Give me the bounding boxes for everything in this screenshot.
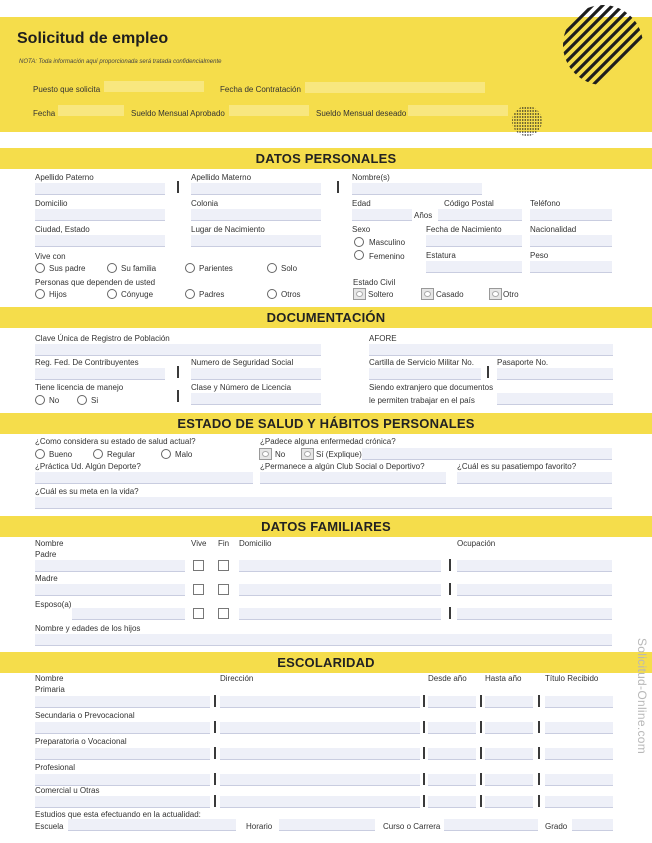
cartilla-label: Cartilla de Servicio Militar No. <box>369 358 474 367</box>
apellido-materno-label: Apellido Materno <box>191 173 252 182</box>
pasatiempo-input[interactable] <box>457 472 612 484</box>
soltero-label: Soltero <box>368 290 394 299</box>
fecha-contratacion-label: Fecha de Contratación <box>220 85 301 94</box>
grado-label: Grado <box>545 822 568 831</box>
rfc-label: Reg. Fed. De Contribuyentes <box>35 358 139 367</box>
divider <box>423 795 425 807</box>
otros-label: Otros <box>281 290 301 299</box>
secundaria-label: Secundaria o Prevocacional <box>35 711 135 720</box>
bueno-label: Bueno <box>49 450 73 459</box>
divider <box>480 795 482 807</box>
madre-fin-checkbox[interactable] <box>218 584 229 595</box>
ciudad-label: Ciudad, Estado <box>35 225 90 234</box>
divider <box>177 181 179 193</box>
solo-radio[interactable] <box>267 263 277 273</box>
clase-licencia-input[interactable] <box>191 393 321 405</box>
anios-label: Años <box>414 211 433 220</box>
profesional-desde-input[interactable] <box>428 774 476 786</box>
preparatoria-direccion-input[interactable] <box>220 748 420 760</box>
preparatoria-titulo-input[interactable] <box>545 748 613 760</box>
regular-label: Regular <box>107 450 136 459</box>
padre-ocupacion-input[interactable] <box>457 560 612 572</box>
extranjero-input[interactable] <box>497 393 613 405</box>
page-title: Solicitud de empleo <box>17 30 169 47</box>
puesto-label: Puesto que solicita <box>33 85 101 94</box>
domicilio-input[interactable] <box>35 209 165 221</box>
sueldo-aprobado-input[interactable] <box>229 105 309 116</box>
padre-domicilio-input[interactable] <box>239 560 441 572</box>
clase-licencia-label: Clase y Número de Licencia <box>191 383 292 392</box>
cronica-no-label: No <box>275 450 286 459</box>
striped-circle-decoration <box>548 0 652 95</box>
comercial-label: Comercial u Otras <box>35 786 100 795</box>
nacionalidad-label: Nacionalidad <box>530 225 577 234</box>
casado-label: Casado <box>436 290 464 299</box>
femenino-radio[interactable] <box>354 250 364 260</box>
divider <box>449 607 451 619</box>
otro-label: Otro <box>503 290 519 299</box>
preparatoria-nombre-input[interactable] <box>35 748 210 760</box>
ciudad-input[interactable] <box>35 235 165 247</box>
dotted-circle-decoration <box>509 105 545 137</box>
cronica-si-label: Sí (Explique) <box>316 450 362 459</box>
sexo-label: Sexo <box>352 225 371 234</box>
extranjero-label-1: Siendo extranjero que documentos <box>369 383 494 392</box>
madre-vive-checkbox[interactable] <box>193 584 204 595</box>
padre-label: Padre <box>35 550 57 559</box>
meta-label: ¿Cuál es su meta en la vida? <box>35 487 139 496</box>
divider <box>538 747 540 759</box>
apellido-paterno-label: Apellido Paterno <box>35 173 94 182</box>
nss-label: Numero de Seguridad Social <box>191 358 294 367</box>
horario-input[interactable] <box>279 819 375 831</box>
solo-label: Solo <box>281 264 298 273</box>
fecha-nacimiento-input[interactable] <box>426 235 522 247</box>
padre-fin-checkbox[interactable] <box>218 560 229 571</box>
hijos-label: Nombre y edades de los hijos <box>35 624 141 633</box>
estado-salud-label: ¿Como considera su estado de salud actual? <box>35 437 196 446</box>
fecha-nacimiento-label: Fecha de Nacimiento <box>426 225 502 234</box>
sueldo-deseado-label: Sueldo Mensual deseado <box>316 109 407 118</box>
estudios-actuales-label: Estudios que esta efectuando en la actualidad: <box>35 810 201 819</box>
secundaria-hasta-input[interactable] <box>485 722 533 734</box>
esposo-nombre-input[interactable] <box>72 608 185 620</box>
comercial-hasta-input[interactable] <box>485 796 533 808</box>
telefono-input[interactable] <box>530 209 612 221</box>
nss-input[interactable] <box>191 368 321 380</box>
secundaria-titulo-input[interactable] <box>545 722 613 734</box>
cartilla-input[interactable] <box>369 368 481 380</box>
cronica-explique-input[interactable] <box>362 448 612 460</box>
divider <box>214 795 216 807</box>
divider <box>480 773 482 785</box>
padres-radio[interactable] <box>185 289 195 299</box>
divider <box>423 773 425 785</box>
meta-input[interactable] <box>35 497 612 509</box>
secundaria-desde-input[interactable] <box>428 722 476 734</box>
profesional-direccion-input[interactable] <box>220 774 420 786</box>
padres-label: Padres <box>199 290 225 299</box>
colonia-input[interactable] <box>191 209 321 221</box>
esc-desde-header: Desde año <box>428 674 467 683</box>
licencia-no-label: No <box>49 396 60 405</box>
sueldo-aprobado-label: Sueldo Mensual Aprobado <box>131 109 225 118</box>
colonia-label: Colonia <box>191 199 219 208</box>
header-banner <box>0 17 652 132</box>
licencia-si-radio[interactable] <box>77 395 87 405</box>
profesional-nombre-input[interactable] <box>35 774 210 786</box>
preparatoria-desde-input[interactable] <box>428 748 476 760</box>
otro-checkbox[interactable] <box>489 288 502 300</box>
divider <box>423 721 425 733</box>
licencia-label: Tiene licencia de manejo <box>35 383 124 392</box>
divider <box>538 795 540 807</box>
esposo-ocupacion-input[interactable] <box>457 608 612 620</box>
curp-label: Clave Única de Registro de Población <box>35 334 170 343</box>
codigo-postal-input[interactable] <box>438 209 522 221</box>
esc-nombre-header: Nombre <box>35 674 64 683</box>
codigo-postal-label: Código Postal <box>444 199 494 208</box>
divider <box>480 721 482 733</box>
club-label: ¿Permanece a algún Club Social o Deportivo? <box>260 462 425 471</box>
madre-label: Madre <box>35 574 58 583</box>
licencia-si-label: Si <box>91 396 99 405</box>
comercial-titulo-input[interactable] <box>545 796 613 808</box>
profesional-titulo-input[interactable] <box>545 774 613 786</box>
otros-radio[interactable] <box>267 289 277 299</box>
masculino-radio[interactable] <box>354 237 364 247</box>
parientes-radio[interactable] <box>185 263 195 273</box>
primaria-desde-input[interactable] <box>428 696 476 708</box>
pasaporte-label: Pasaporte No. <box>497 358 549 367</box>
comercial-nombre-input[interactable] <box>35 796 210 808</box>
parientes-label: Parientes <box>199 264 233 273</box>
divider <box>214 695 216 707</box>
sueldo-deseado-input[interactable] <box>408 105 508 116</box>
escuela-label: Escuela <box>35 822 64 831</box>
section-familiares: DATOS FAMILIARES <box>0 516 652 537</box>
pasaporte-input[interactable] <box>497 368 613 380</box>
fam-domicilio-header: Domicilio <box>239 539 272 548</box>
divider <box>214 721 216 733</box>
sus-padre-label: Sus padre <box>49 264 86 273</box>
pasatiempo-label: ¿Cuál es su pasatiempo favorito? <box>457 462 577 471</box>
section-salud: ESTADO DE SALUD Y HÁBITOS PERSONALES <box>0 413 652 434</box>
telefono-label: Teléfono <box>530 199 561 208</box>
masculino-label: Masculino <box>369 238 406 247</box>
casado-checkbox[interactable] <box>421 288 434 300</box>
esposo-domicilio-input[interactable] <box>239 608 441 620</box>
afore-label: AFORE <box>369 334 397 343</box>
femenino-label: Femenino <box>369 252 405 261</box>
afore-input[interactable] <box>369 344 613 356</box>
divider <box>337 181 339 193</box>
conyuge-radio[interactable] <box>107 289 117 299</box>
estatura-label: Estatura <box>426 251 456 260</box>
profesional-hasta-input[interactable] <box>485 774 533 786</box>
secundaria-direccion-input[interactable] <box>220 722 420 734</box>
hijos-input[interactable] <box>35 634 612 646</box>
primaria-hasta-input[interactable] <box>485 696 533 708</box>
esposo-fin-checkbox[interactable] <box>218 608 229 619</box>
primaria-label: Primaria <box>35 685 65 694</box>
edad-input[interactable] <box>352 209 412 221</box>
hijos-label: Hijos <box>49 290 67 299</box>
padre-nombre-input[interactable] <box>35 560 185 572</box>
curso-label: Curso o Carrera <box>383 822 441 831</box>
apellido-paterno-input[interactable] <box>35 183 165 195</box>
divider <box>423 695 425 707</box>
club-input[interactable] <box>260 472 446 484</box>
lugar-nacimiento-input[interactable] <box>191 235 321 247</box>
curp-input[interactable] <box>35 344 321 356</box>
escuela-input[interactable] <box>68 819 236 831</box>
divider <box>480 695 482 707</box>
primaria-direccion-input[interactable] <box>220 696 420 708</box>
divider <box>538 773 540 785</box>
comercial-desde-input[interactable] <box>428 796 476 808</box>
esc-hasta-header: Hasta año <box>485 674 522 683</box>
lugar-nacimiento-label: Lugar de Nacimiento <box>191 225 265 234</box>
esc-titulo-header: Título Recibido <box>545 674 599 683</box>
sus-padre-radio[interactable] <box>35 263 45 273</box>
regular-radio[interactable] <box>93 449 103 459</box>
edad-label: Edad <box>352 199 371 208</box>
fam-vive-header: Vive <box>191 539 207 548</box>
cronica-label: ¿Padece alguna enfermedad crónica? <box>260 437 396 446</box>
estado-civil-label: Estado Civil <box>353 278 396 287</box>
conyuge-label: Cónyuge <box>121 290 154 299</box>
grado-input[interactable] <box>572 819 613 831</box>
rfc-input[interactable] <box>35 368 165 380</box>
secundaria-nombre-input[interactable] <box>35 722 210 734</box>
divider <box>214 747 216 759</box>
malo-radio[interactable] <box>161 449 171 459</box>
divider <box>449 583 451 595</box>
divider <box>538 721 540 733</box>
hijos-radio[interactable] <box>35 289 45 299</box>
soltero-checkbox[interactable] <box>353 288 366 300</box>
divider <box>487 366 489 378</box>
divider <box>480 747 482 759</box>
divider <box>449 559 451 571</box>
section-escolaridad: ESCOLARIDAD <box>0 652 652 673</box>
licencia-no-radio[interactable] <box>35 395 45 405</box>
fecha-contratacion-input[interactable] <box>305 82 485 93</box>
fam-ocupacion-header: Ocupación <box>457 539 496 548</box>
madre-domicilio-input[interactable] <box>239 584 441 596</box>
divider <box>423 747 425 759</box>
preparatoria-label: Preparatoria o Vocacional <box>35 737 127 746</box>
primaria-titulo-input[interactable] <box>545 696 613 708</box>
esposo-label: Esposo(a) <box>35 600 72 609</box>
apellido-materno-input[interactable] <box>191 183 321 195</box>
fam-nombre-header: Nombre <box>35 539 64 548</box>
madre-ocupacion-input[interactable] <box>457 584 612 596</box>
estatura-input[interactable] <box>426 261 522 273</box>
padre-vive-checkbox[interactable] <box>193 560 204 571</box>
nacionalidad-input[interactable] <box>530 235 612 247</box>
cronica-si-checkbox[interactable] <box>301 448 314 460</box>
extranjero-label-2: le permiten trabajar en el país <box>369 396 475 405</box>
curso-input[interactable] <box>444 819 538 831</box>
watermark: Solicitud-Online.com <box>635 637 649 755</box>
cronica-no-checkbox[interactable] <box>259 448 272 460</box>
divider <box>538 695 540 707</box>
fecha-label: Fecha <box>33 109 56 118</box>
deporte-input[interactable] <box>35 472 253 484</box>
divider <box>214 773 216 785</box>
su-familia-label: Su familia <box>121 264 157 273</box>
preparatoria-hasta-input[interactable] <box>485 748 533 760</box>
deporte-label: ¿Práctica Ud. Algún Deporte? <box>35 462 141 471</box>
vive-con-label: Vive con <box>35 252 66 261</box>
peso-input[interactable] <box>530 261 612 273</box>
primaria-nombre-input[interactable] <box>35 696 210 708</box>
profesional-label: Profesional <box>35 763 76 772</box>
comercial-direccion-input[interactable] <box>220 796 420 808</box>
puesto-input[interactable] <box>104 81 204 92</box>
divider <box>177 366 179 378</box>
divider <box>177 390 179 402</box>
malo-label: Malo <box>175 450 193 459</box>
domicilio-label: Domicilio <box>35 199 68 208</box>
confidential-note: NOTA: Toda información aquí proporcionada será tratada confidencialmente <box>19 59 222 65</box>
su-familia-radio[interactable] <box>107 263 117 273</box>
section-documentacion: DOCUMENTACIÓN <box>0 307 652 328</box>
nombres-label: Nombre(s) <box>352 173 390 182</box>
horario-label: Horario <box>246 822 273 831</box>
nombres-input[interactable] <box>352 183 482 195</box>
madre-nombre-input[interactable] <box>35 584 185 596</box>
fecha-input[interactable] <box>58 105 124 116</box>
esposo-vive-checkbox[interactable] <box>193 608 204 619</box>
fam-fin-header: Fin <box>218 539 230 548</box>
esc-direccion-header: Dirección <box>220 674 254 683</box>
peso-label: Peso <box>530 251 549 260</box>
section-datos-personales: DATOS PERSONALES <box>0 148 652 169</box>
dependen-label: Personas que dependen de usted <box>35 278 156 287</box>
bueno-radio[interactable] <box>35 449 45 459</box>
